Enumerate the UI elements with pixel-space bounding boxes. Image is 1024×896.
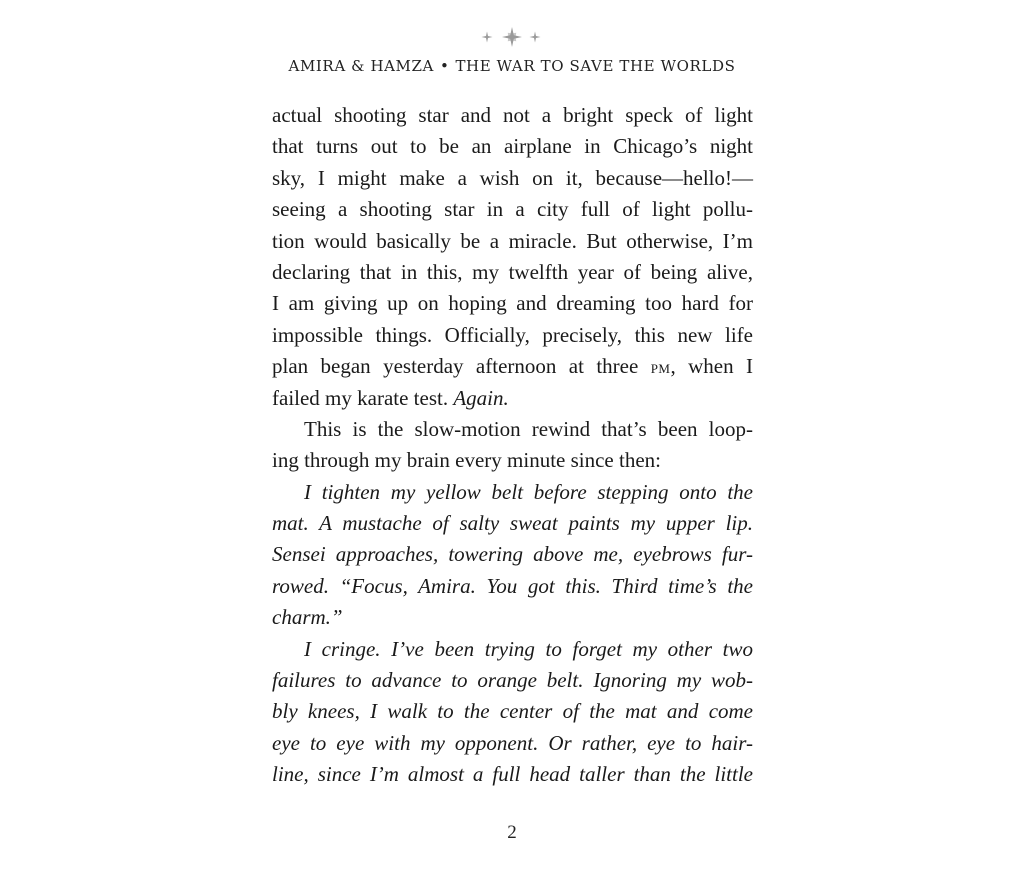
text-fragment: , when I: [670, 354, 753, 379]
emphasis-again: Again.: [453, 385, 509, 410]
text-line: failures to advance to orange belt. Ignoring my wob-: [272, 668, 753, 693]
page-number: 2: [507, 822, 517, 843]
text-line: I cringe. I’ve been trying to forget my other two: [304, 636, 753, 661]
text-line: sky, I might make a wish on it, because—hello!—: [272, 165, 753, 190]
text-line: declaring that in this, my twelfth year of being alive,: [272, 259, 753, 284]
text-line: [272, 383, 753, 414]
text-line: line, since I’m almost a full head taller than the little: [272, 762, 753, 787]
text-line: charm.”: [272, 605, 343, 630]
text-line: mat. A mustache of salty sweat paints my upper lip.: [272, 511, 753, 536]
text-fragment: failed my karate test.: [272, 385, 454, 410]
body-text: [272, 100, 753, 791]
text-line: impossible things. Officially, precisely, this new life: [272, 322, 753, 347]
text-line: seeing a shooting star in a city full of light pollu-: [272, 197, 753, 222]
text-line: tion would basically be a miracle. But otherwise, I’m: [272, 228, 753, 253]
running-head: [0, 57, 1024, 75]
text-line: This is the slow-motion rewind that’s been loop-: [304, 416, 753, 441]
text-line: I am giving up on hoping and dreaming too hard for: [272, 291, 753, 316]
time-pm: pm: [650, 357, 671, 379]
text-line: I tighten my yellow belt before stepping onto the: [304, 479, 753, 504]
running-head-series: AMIRA & HAMZA: [288, 57, 434, 75]
text-line: rowed. “Focus, Amira. You got this. Third time’s the: [272, 573, 753, 598]
text-line: [272, 351, 753, 382]
text-line: that turns out to be an airplane in Chicago’s night: [272, 134, 753, 159]
running-head-title: THE WAR TO SAVE THE WORLDS: [455, 57, 736, 75]
running-head-separator: •: [439, 57, 450, 75]
text-line: bly knees, I walk to the center of the mat and come: [272, 699, 753, 724]
text-line: eye to eye with my opponent. Or rather, eye to hair-: [272, 730, 753, 755]
text-fragment: plan began yesterday afternoon at three: [272, 354, 651, 379]
text-line: Sensei approaches, towering above me, eyebrows fur-: [272, 542, 753, 567]
text-line: actual shooting star and not a bright speck of light: [272, 103, 753, 127]
text-line: ing through my brain every minute since then:: [272, 448, 661, 473]
three-sparkles-icon: [477, 26, 547, 48]
header-ornament: [0, 26, 1024, 48]
